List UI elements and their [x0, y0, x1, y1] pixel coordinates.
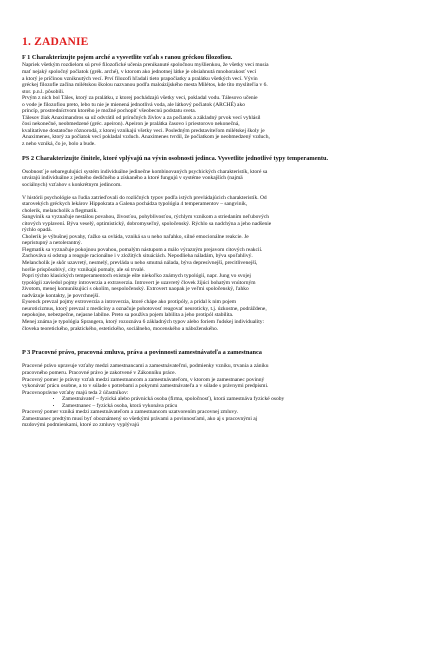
text-line: čosi nekonečné, neobmedzené (gréc. apeiron). Apeiron je pralátka časovo i priestorovo nekonečná, [22, 121, 240, 128]
section-labour-law [22, 349, 418, 429]
text-line: nadväzuje kontakty, je povrchnejší. [22, 292, 100, 299]
text-line: kvalitatívne dostatočne rôznorodá, z ktorej vznikajú všetky veci. Posledným predstaviteľom milétskej školy je [22, 127, 265, 134]
text-line: Pracovné právo upravuje vzťahy medzi zamestnancami a zamestnávateľmi, podmienky vzniku, trvania a zániku [22, 363, 269, 370]
text-line: Sangvinik sa vyznačuje nestálou povahou, živosťou, pohyblivosťou, rýchlym vznikom a striedaním neľubových [22, 214, 270, 221]
text-line: životom, menej komunikujúci s okolím, nespoločenský. Extrovert naopak je veľmi spoločenský, ľahko [22, 286, 249, 293]
text-line: človeka teoretického, praktického, estetického, sociálneho, mocenského a náboženského. [22, 325, 219, 332]
text-line: utvárajú individuálne z jedného dedičného a získaného a ktoré fungujú v systéme vonkajších (najmä [22, 175, 243, 182]
text-line: typológii zaviedol pojmy introverzia a extraverzia. Introvert je uzavretý človek žijúci bohatým vnútorným [22, 279, 256, 286]
text-line: Cholerik je výbušnej povahy, ťažko sa ovláda, vzniká sa u neho naľahko, silné emocionálne reakcie. Je [22, 233, 249, 240]
text-line: stor. p.n.l. pôsobili. [22, 88, 65, 95]
text-line: Anaximenes, ktorý za počiatok vecí pokladal vzduch. Anaximenes tvrdil, že počiatkom je neobmedzený vzduch, [22, 134, 270, 141]
text-line: Eysenck prevzal pojmy extroverzia a introverzia, ktoré chápe ako protipóly, a pridal k nim pojem [22, 299, 237, 306]
text-line: nepristupný a netolerantný. [22, 240, 83, 247]
section-title: F 1 Charakterizujte pojem arché a vysvetlite vzťah s ranou gréckou filozofiou. [22, 54, 233, 61]
text-line: pracovného pomeru. Pracovné právo je zakotvené v Zákonníku práce. [22, 370, 176, 376]
text-line: Pracovný pomer je právny vzťah medzi zamestnancom a zamestnávateľom, v ktorom je zamestnanec povinný [22, 376, 265, 383]
text-line: nepokojne, nebezpečne, nejasne labilne. Preto sa používa pojem labilita a jeho protipól stabilita. [22, 312, 234, 319]
list-item: • Zamestnávateľ – fyzická alebo právnická osoba (firma, spoločnosť), ktorá zamestnáva fyzické osoby [62, 396, 418, 403]
text-line: Zachováva si odstup a reaguje racionálne i v zložitých situáciách. Nepodlieha náladám, býva spoľahlivý. [22, 253, 253, 260]
text-line: citových vyplavení. Býva veselý, optimistický, dobromyseľný, spoločenský. Rýchlo sa nadchýna a jeho nadšenie [22, 220, 272, 227]
text-line: V histórii psychológie sa ľudia zatrieďovali do rozličných typov podľa istých prevládajúcich charakteristík. Od [22, 194, 267, 201]
text-line: neuroticizmus, ktorý prevzal z medicíny a označuje pohotovosť reagovať neuroticky, t.j. úzkostne, podráždene, [22, 305, 267, 312]
text-line: rýchlo opadá. [22, 227, 52, 234]
text-line: mzdovými podmienkami, ktoré zo zmluvy vyplývajú [22, 422, 140, 429]
section-psychology [22, 155, 418, 333]
text-line: Zamestnanec predtým musí byť oboznámený so všetkými právami a povinnosťami, ako aj s pracovnými aj [22, 415, 258, 422]
section-body [22, 363, 418, 428]
text-line: Menej známa je typológia Sprangera, ktorý rozoznáva 6 základných typov alebo foriem ľudskej individuality: [22, 318, 265, 325]
document-page [22, 36, 418, 436]
section-title: P 3 Pracovné právo, pracovná zmluva, práva a povinnosti zamestnávateľa a zamestnanca [22, 349, 262, 357]
list-item: • Zamestnanec – fyzická osoba, ktorá vykonáva prácu [62, 403, 418, 410]
text-line: cholerik, melancholik a flegmatik. [22, 207, 98, 214]
text-line: Osobnosť je sebaregulujúci systém individuálne jedinečne kombinovaných psychických charakteristík, ktoré sa [22, 168, 268, 175]
text-line: Melancholik je skôr uzavretý, nesmelý, prevláda u neho smutná nálada, býva depresívnejší, precitlivenejší, [22, 260, 258, 267]
document-heading: 1. ZADANIE [22, 36, 89, 48]
text-line: gréckej filozofie začína milétskou školou nazvanou podľa maloázijského mesta Milétos, kde títo mysliteľia v 6. [22, 82, 268, 89]
section-philosophy [22, 54, 418, 148]
text-line: a ktorý je príčinou vzniknutých vecí. Prví filozofi hľadali tieto prapočiatky a pralátku všetkých vecí. Vývin [22, 75, 258, 82]
text-line: horšie prispôsobivý, city vznikajú pomaly, ale sú trvalé. [22, 266, 145, 273]
text-line: o vode je filozofiou preto, lebo tu nie je mienená jednotlivá voda, ale látkový počiatok (ARCHÉ) ako [22, 101, 245, 108]
text-line: Flegmatik sa vyznačuje pokojnou povahou, pomalým nástupom a málo výrazným prejavom citových reakcií. [22, 246, 263, 253]
text-line: sociálnych) vzťahov s konkrétnym jedincom. [22, 182, 122, 189]
text-line: vykonávať prácu osobne, a to v súlade s potrebami a pokynmi zamestnávateľa a v súlade s právnymi predpismi. [22, 383, 269, 390]
participant-list [22, 396, 418, 409]
text-line: Popri týchto klasických temperamentoch existuje ešte niekoľko známych typológií, napr. Jung vo svojej [22, 273, 251, 280]
text-line: Pracovný pomer vzniká medzi zamestnávateľom a zamestnancom uzatvorením pracovnej zmluvy. [22, 409, 238, 416]
text-line: Prvým z nich bol Táles, ktorý za pralátku, z ktorej pochádzajú všetky veci, pokladal vodu. Tálesovo učenie [22, 95, 258, 102]
text-line: starovekých gréckych lekárov Hippokrata a Galena pochádza typológia 4 temperamentov – sangvinik, [22, 201, 248, 208]
text-line: princíp, prostredníctvom ktorého je možné pochopiť všeobecnú podstatu sveta. [22, 108, 197, 115]
text-line: Napriek všetkým rozdielom sú prvé filozofické učenia prenikanuté spoločnou myšlienkou, že všetky veci musia [22, 62, 269, 69]
text-line: mať nejaký spoločný počiatok (grék. arché), v ktorom ako jednotnej látke je obsiahnutá mnohorakosť vecí [22, 68, 257, 75]
section-title: PS 2 Charakterizujte činitele, ktoré vplývajú na vývin osobnosti jedinca. Vysvetlite jednotlivé typy temperamentu. [22, 154, 329, 162]
section-body [22, 62, 418, 147]
text-line: z neho vzniká, čo je, bolo a bude. [22, 140, 96, 147]
text-line: Tálesov žiak Anaximandros sa už odvrátil od príručných živlov a za počiatok a základný prvok vecí vyhlásil [22, 114, 261, 121]
section-body [22, 169, 418, 332]
text-line: Pracovnoprávne vzťahy majú teda 2 účastníkov: [22, 389, 129, 396]
